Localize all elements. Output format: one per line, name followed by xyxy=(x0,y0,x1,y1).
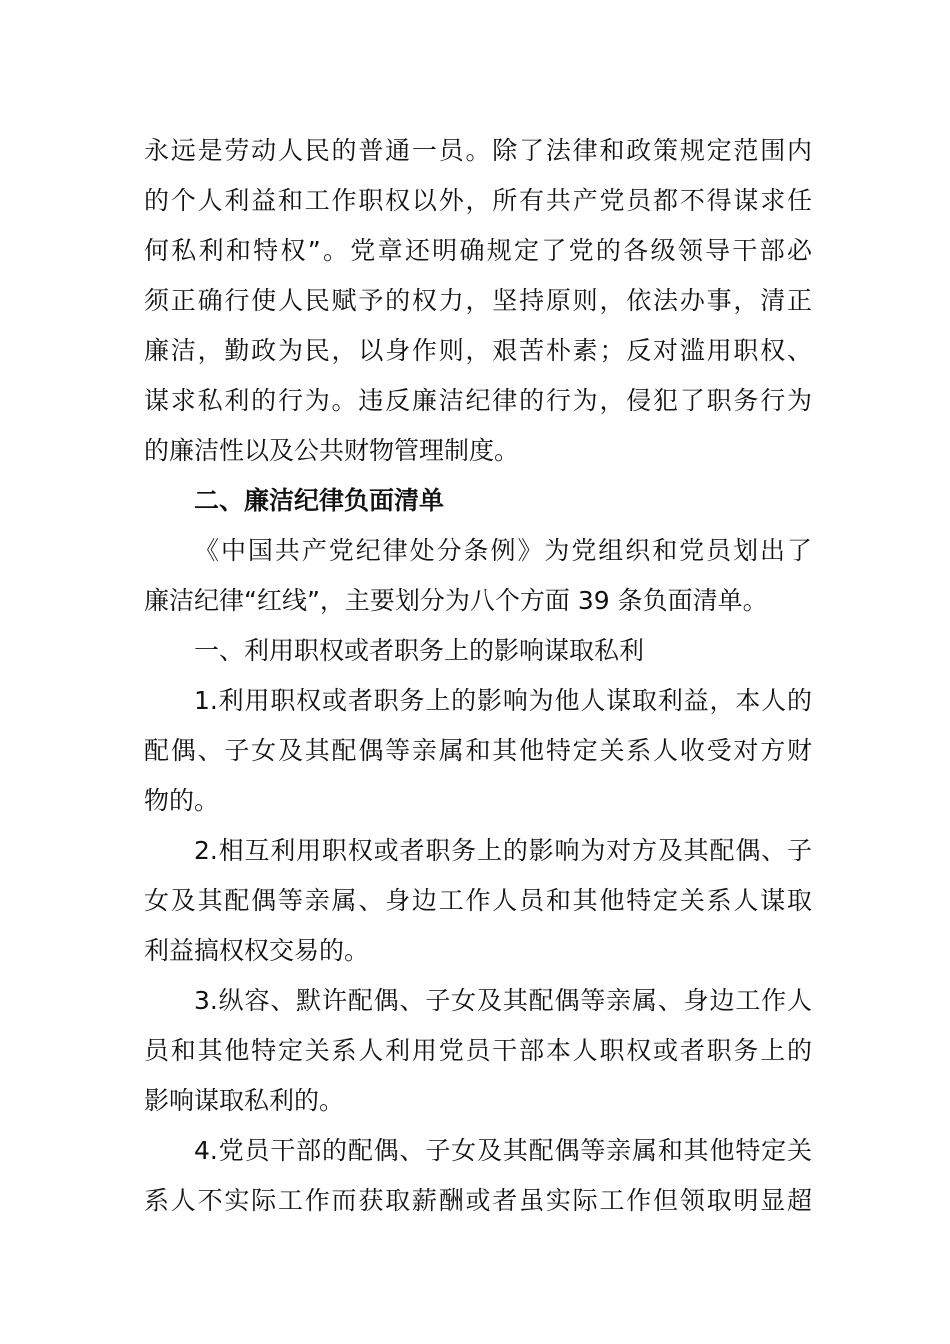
text-line: 永远是劳动人民的普通一员。除了法律和政策规定范围内 xyxy=(144,136,812,165)
list-item-3-line: 3.纵容、默许配偶、子女及其配偶等亲属、身边工作人 xyxy=(194,986,812,1015)
list-item-1-line: 1.利用职权或者职务上的影响为他人谋取利益，本人的 xyxy=(194,686,812,715)
text-line: 的廉洁性以及公共财物管理制度。 xyxy=(144,436,520,465)
list-item-3-line: 影响谋取私利的。 xyxy=(144,1086,345,1115)
text-line: 《中国共产党纪律处分条例》为党组织和党员划出了 xyxy=(194,536,812,565)
text-line: 谋求私利的行为。违反廉洁纪律的行为，侵犯了职务行为 xyxy=(144,386,812,415)
text-line: 廉洁，勤政为民，以身作则，艰苦朴素；反对滥用职权、 xyxy=(144,336,812,365)
list-item-2-line: 女及其配偶等亲属、身边工作人员和其他特定关系人谋取 xyxy=(144,886,812,915)
subsection-heading: 一、利用职权或者职务上的影响谋取私利 xyxy=(194,636,645,665)
list-item-2-line: 利益搞权权交易的。 xyxy=(144,936,370,965)
text-line: 的个人利益和工作职权以外，所有共产党员都不得谋求任 xyxy=(144,186,812,215)
list-item-1-line: 物的。 xyxy=(144,786,220,815)
section-heading: 二、廉洁纪律负面清单 xyxy=(194,486,445,515)
text-line: 廉洁纪律“红线”，主要划分为八个方面 39 条负面清单。 xyxy=(144,586,768,615)
text-line: 须正确行使人民赋予的权力，坚持原则，依法办事，清正 xyxy=(144,286,812,315)
text-line: 何私利和特权”。党章还明确规定了党的各级领导干部必 xyxy=(144,236,812,265)
list-item-4-line: 4.党员干部的配偶、子女及其配偶等亲属和其他特定关 xyxy=(194,1136,812,1165)
list-item-1-line: 配偶、子女及其配偶等亲属和其他特定关系人收受对方财 xyxy=(144,736,812,765)
list-item-3-line: 员和其他特定关系人利用党员干部本人职权或者职务上的 xyxy=(144,1036,812,1065)
list-item-4-line: 系人不实际工作而获取薪酬或者虽实际工作但领取明显超 xyxy=(144,1186,812,1215)
list-item-2-line: 2.相互利用职权或者职务上的影响为对方及其配偶、子 xyxy=(194,836,812,865)
